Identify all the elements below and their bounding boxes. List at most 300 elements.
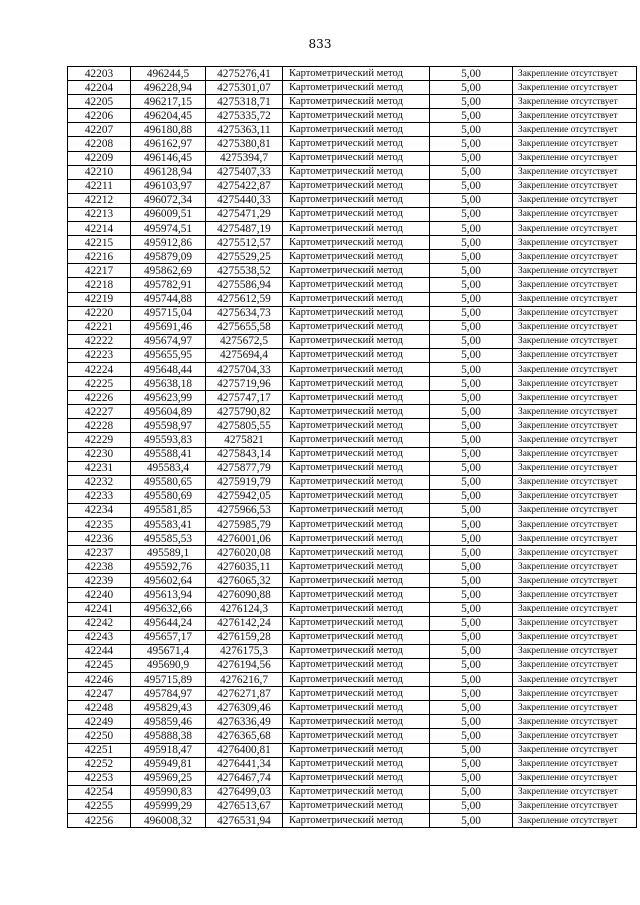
fixing-description-cell: Закрепление отсутствует — [513, 630, 637, 644]
point-number-cell: 42222 — [68, 334, 131, 348]
fixing-description-cell: Закрепление отсутствует — [513, 771, 637, 785]
table-row — [68, 715, 637, 729]
fixing-description-cell: Закрепление отсутствует — [513, 405, 637, 419]
x-coordinate-cell: 495784,97 — [131, 687, 206, 701]
y-coordinate-cell: 4275719,96 — [206, 377, 283, 391]
table-row — [68, 743, 637, 757]
point-number-cell: 42238 — [68, 560, 131, 574]
accuracy-cell: 5,00 — [430, 588, 513, 602]
fixing-description-cell: Закрепление отсутствует — [513, 799, 637, 813]
table-row — [68, 292, 637, 306]
x-coordinate-cell: 495782,91 — [131, 278, 206, 292]
method-cell: Картометрический метод — [283, 546, 430, 560]
y-coordinate-cell: 4276124,3 — [206, 602, 283, 616]
fixing-description-cell: Закрепление отсутствует — [513, 151, 637, 165]
x-coordinate-cell: 495862,69 — [131, 264, 206, 278]
method-cell: Картометрический метод — [283, 348, 430, 362]
coordinates-table — [67, 66, 637, 828]
y-coordinate-cell: 4275966,53 — [206, 503, 283, 517]
y-coordinate-cell: 4275363,11 — [206, 123, 283, 137]
fixing-description-cell: Закрепление отсутствует — [513, 137, 637, 151]
x-coordinate-cell: 495632,66 — [131, 602, 206, 616]
method-cell: Картометрический метод — [283, 405, 430, 419]
fixing-description-cell: Закрепление отсутствует — [513, 602, 637, 616]
y-coordinate-cell: 4276216,7 — [206, 673, 283, 687]
method-cell: Картометрический метод — [283, 67, 430, 81]
y-coordinate-cell: 4276336,49 — [206, 715, 283, 729]
method-cell: Картометрический метод — [283, 644, 430, 658]
x-coordinate-cell: 495583,4 — [131, 461, 206, 475]
method-cell: Картометрический метод — [283, 630, 430, 644]
accuracy-cell: 5,00 — [430, 292, 513, 306]
y-coordinate-cell: 4275380,81 — [206, 137, 283, 151]
y-coordinate-cell: 4275318,71 — [206, 95, 283, 109]
accuracy-cell: 5,00 — [430, 264, 513, 278]
y-coordinate-cell: 4275586,94 — [206, 278, 283, 292]
y-coordinate-cell: 4275394,7 — [206, 151, 283, 165]
accuracy-cell: 5,00 — [430, 757, 513, 771]
method-cell: Картометрический метод — [283, 447, 430, 461]
accuracy-cell: 5,00 — [430, 109, 513, 123]
x-coordinate-cell: 495655,95 — [131, 348, 206, 362]
method-cell: Картометрический метод — [283, 503, 430, 517]
accuracy-cell: 5,00 — [430, 222, 513, 236]
method-cell: Картометрический метод — [283, 743, 430, 757]
x-coordinate-cell: 495583,41 — [131, 518, 206, 532]
point-number-cell: 42226 — [68, 391, 131, 405]
fixing-description-cell: Закрепление отсутствует — [513, 461, 637, 475]
fixing-description-cell: Закрепление отсутствует — [513, 489, 637, 503]
y-coordinate-cell: 4276365,68 — [206, 729, 283, 743]
y-coordinate-cell: 4275538,52 — [206, 264, 283, 278]
y-coordinate-cell: 4276065,32 — [206, 574, 283, 588]
y-coordinate-cell: 4275704,33 — [206, 362, 283, 376]
method-cell: Картометрический метод — [283, 207, 430, 221]
accuracy-cell: 5,00 — [430, 95, 513, 109]
accuracy-cell: 5,00 — [430, 743, 513, 757]
method-cell: Картометрический метод — [283, 461, 430, 475]
accuracy-cell: 5,00 — [430, 799, 513, 813]
accuracy-cell: 5,00 — [430, 715, 513, 729]
accuracy-cell: 5,00 — [430, 67, 513, 81]
table-row — [68, 644, 637, 658]
method-cell: Картометрический метод — [283, 236, 430, 250]
accuracy-cell: 5,00 — [430, 532, 513, 546]
fixing-description-cell: Закрепление отсутствует — [513, 574, 637, 588]
point-number-cell: 42243 — [68, 630, 131, 644]
point-number-cell: 42256 — [68, 813, 131, 827]
fixing-description-cell: Закрепление отсутствует — [513, 95, 637, 109]
fixing-description-cell: Закрепление отсутствует — [513, 207, 637, 221]
fixing-description-cell: Закрепление отсутствует — [513, 250, 637, 264]
y-coordinate-cell: 4275747,17 — [206, 391, 283, 405]
page-number: 833 — [308, 37, 332, 51]
x-coordinate-cell: 495969,25 — [131, 771, 206, 785]
x-coordinate-cell: 495604,89 — [131, 405, 206, 419]
x-coordinate-cell: 495598,97 — [131, 419, 206, 433]
x-coordinate-cell: 496146,45 — [131, 151, 206, 165]
accuracy-cell: 5,00 — [430, 771, 513, 785]
method-cell: Картометрический метод — [283, 320, 430, 334]
fixing-description-cell: Закрепление отсутствует — [513, 785, 637, 799]
method-cell: Картометрический метод — [283, 673, 430, 687]
accuracy-cell: 5,00 — [430, 813, 513, 827]
point-number-cell: 42228 — [68, 419, 131, 433]
accuracy-cell: 5,00 — [430, 419, 513, 433]
method-cell: Картометрический метод — [283, 532, 430, 546]
y-coordinate-cell: 4276400,81 — [206, 743, 283, 757]
method-cell: Картометрический метод — [283, 109, 430, 123]
accuracy-cell: 5,00 — [430, 729, 513, 743]
point-number-cell: 42250 — [68, 729, 131, 743]
y-coordinate-cell: 4276441,34 — [206, 757, 283, 771]
method-cell: Картометрический метод — [283, 278, 430, 292]
x-coordinate-cell: 495644,24 — [131, 616, 206, 630]
x-coordinate-cell: 495580,69 — [131, 489, 206, 503]
fixing-description-cell: Закрепление отсутствует — [513, 532, 637, 546]
y-coordinate-cell: 4275805,55 — [206, 419, 283, 433]
y-coordinate-cell: 4276499,03 — [206, 785, 283, 799]
fixing-description-cell: Закрепление отсутствует — [513, 320, 637, 334]
method-cell: Картометрический метод — [283, 419, 430, 433]
method-cell: Картометрический метод — [283, 475, 430, 489]
method-cell: Картометрический метод — [283, 588, 430, 602]
method-cell: Картометрический метод — [283, 222, 430, 236]
accuracy-cell: 5,00 — [430, 602, 513, 616]
accuracy-cell: 5,00 — [430, 546, 513, 560]
accuracy-cell: 5,00 — [430, 179, 513, 193]
accuracy-cell: 5,00 — [430, 560, 513, 574]
x-coordinate-cell: 495990,83 — [131, 785, 206, 799]
method-cell: Картометрический метод — [283, 306, 430, 320]
accuracy-cell: 5,00 — [430, 630, 513, 644]
point-number-cell: 42230 — [68, 447, 131, 461]
point-number-cell: 42219 — [68, 292, 131, 306]
y-coordinate-cell: 4276531,94 — [206, 813, 283, 827]
fixing-description-cell: Закрепление отсутствует — [513, 729, 637, 743]
point-number-cell: 42234 — [68, 503, 131, 517]
accuracy-cell: 5,00 — [430, 81, 513, 95]
method-cell: Картометрический метод — [283, 602, 430, 616]
y-coordinate-cell: 4275529,25 — [206, 250, 283, 264]
accuracy-cell: 5,00 — [430, 151, 513, 165]
fixing-description-cell: Закрепление отсутствует — [513, 433, 637, 447]
accuracy-cell: 5,00 — [430, 489, 513, 503]
table-row — [68, 546, 637, 560]
method-cell: Картометрический метод — [283, 137, 430, 151]
fixing-description-cell: Закрепление отсутствует — [513, 193, 637, 207]
x-coordinate-cell: 495592,76 — [131, 560, 206, 574]
fixing-description-cell: Закрепление отсутствует — [513, 348, 637, 362]
fixing-description-cell: Закрепление отсутствует — [513, 701, 637, 715]
table-row — [68, 799, 637, 813]
method-cell: Картометрический метод — [283, 785, 430, 799]
accuracy-cell: 5,00 — [430, 475, 513, 489]
accuracy-cell: 5,00 — [430, 447, 513, 461]
accuracy-cell: 5,00 — [430, 687, 513, 701]
fixing-description-cell: Закрепление отсутствует — [513, 334, 637, 348]
point-number-cell: 42239 — [68, 574, 131, 588]
table-row — [68, 405, 637, 419]
y-coordinate-cell: 4275634,73 — [206, 306, 283, 320]
table-row — [68, 151, 637, 165]
point-number-cell: 42207 — [68, 123, 131, 137]
x-coordinate-cell: 495912,86 — [131, 236, 206, 250]
y-coordinate-cell: 4276159,28 — [206, 630, 283, 644]
table-row — [68, 179, 637, 193]
fixing-description-cell: Закрепление отсутствует — [513, 447, 637, 461]
fixing-description-cell: Закрепление отсутствует — [513, 306, 637, 320]
accuracy-cell: 5,00 — [430, 701, 513, 715]
table-row — [68, 588, 637, 602]
x-coordinate-cell: 495657,17 — [131, 630, 206, 644]
table-row — [68, 391, 637, 405]
point-number-cell: 42215 — [68, 236, 131, 250]
x-coordinate-cell: 496217,15 — [131, 95, 206, 109]
x-coordinate-cell: 495648,44 — [131, 362, 206, 376]
x-coordinate-cell: 496103,97 — [131, 179, 206, 193]
fixing-description-cell: Закрепление отсутствует — [513, 475, 637, 489]
table-row — [68, 673, 637, 687]
y-coordinate-cell: 4275276,41 — [206, 67, 283, 81]
method-cell: Картометрический метод — [283, 292, 430, 306]
accuracy-cell: 5,00 — [430, 461, 513, 475]
accuracy-cell: 5,00 — [430, 193, 513, 207]
method-cell: Картометрический метод — [283, 165, 430, 179]
fixing-description-cell: Закрепление отсутствует — [513, 165, 637, 179]
accuracy-cell: 5,00 — [430, 348, 513, 362]
table-row — [68, 447, 637, 461]
fixing-description-cell: Закрепление отсутствует — [513, 236, 637, 250]
method-cell: Картометрический метод — [283, 377, 430, 391]
table-row — [68, 278, 637, 292]
y-coordinate-cell: 4276309,46 — [206, 701, 283, 715]
y-coordinate-cell: 4275440,33 — [206, 193, 283, 207]
table-row — [68, 250, 637, 264]
x-coordinate-cell: 496228,94 — [131, 81, 206, 95]
x-coordinate-cell: 496008,32 — [131, 813, 206, 827]
y-coordinate-cell: 4275407,33 — [206, 165, 283, 179]
method-cell: Картометрический метод — [283, 813, 430, 827]
fixing-description-cell: Закрепление отсутствует — [513, 123, 637, 137]
x-coordinate-cell: 495580,65 — [131, 475, 206, 489]
x-coordinate-cell: 495674,97 — [131, 334, 206, 348]
fixing-description-cell: Закрепление отсутствует — [513, 67, 637, 81]
y-coordinate-cell: 4276090,88 — [206, 588, 283, 602]
method-cell: Картометрический метод — [283, 95, 430, 109]
method-cell: Картометрический метод — [283, 362, 430, 376]
accuracy-cell: 5,00 — [430, 362, 513, 376]
table-row — [68, 616, 637, 630]
x-coordinate-cell: 495859,46 — [131, 715, 206, 729]
table-row — [68, 320, 637, 334]
accuracy-cell: 5,00 — [430, 250, 513, 264]
x-coordinate-cell: 495999,29 — [131, 799, 206, 813]
point-number-cell: 42229 — [68, 433, 131, 447]
fixing-description-cell: Закрепление отсутствует — [513, 644, 637, 658]
accuracy-cell: 5,00 — [430, 320, 513, 334]
point-number-cell: 42235 — [68, 518, 131, 532]
table-row — [68, 813, 637, 827]
point-number-cell: 42206 — [68, 109, 131, 123]
x-coordinate-cell: 496009,51 — [131, 207, 206, 221]
table-row — [68, 306, 637, 320]
point-number-cell: 42221 — [68, 320, 131, 334]
fixing-description-cell: Закрепление отсутствует — [513, 362, 637, 376]
point-number-cell: 42236 — [68, 532, 131, 546]
y-coordinate-cell: 4275512,57 — [206, 236, 283, 250]
fixing-description-cell: Закрепление отсутствует — [513, 292, 637, 306]
method-cell: Картометрический метод — [283, 757, 430, 771]
point-number-cell: 42205 — [68, 95, 131, 109]
point-number-cell: 42245 — [68, 658, 131, 672]
table-row — [68, 137, 637, 151]
x-coordinate-cell: 495879,09 — [131, 250, 206, 264]
accuracy-cell: 5,00 — [430, 278, 513, 292]
accuracy-cell: 5,00 — [430, 644, 513, 658]
fixing-description-cell: Закрепление отсутствует — [513, 743, 637, 757]
method-cell: Картометрический метод — [283, 151, 430, 165]
x-coordinate-cell: 495715,89 — [131, 673, 206, 687]
method-cell: Картометрический метод — [283, 799, 430, 813]
fixing-description-cell: Закрепление отсутствует — [513, 616, 637, 630]
y-coordinate-cell: 4276020,08 — [206, 546, 283, 560]
method-cell: Картометрический метод — [283, 687, 430, 701]
accuracy-cell: 5,00 — [430, 616, 513, 630]
y-coordinate-cell: 4275942,05 — [206, 489, 283, 503]
accuracy-cell: 5,00 — [430, 673, 513, 687]
point-number-cell: 42223 — [68, 348, 131, 362]
fixing-description-cell: Закрепление отсутствует — [513, 179, 637, 193]
table-row — [68, 785, 637, 799]
point-number-cell: 42246 — [68, 673, 131, 687]
x-coordinate-cell: 495974,51 — [131, 222, 206, 236]
y-coordinate-cell: 4275790,82 — [206, 405, 283, 419]
table-row — [68, 475, 637, 489]
fixing-description-cell: Закрепление отсутствует — [513, 278, 637, 292]
method-cell: Картометрический метод — [283, 658, 430, 672]
y-coordinate-cell: 4276035,11 — [206, 560, 283, 574]
table-row — [68, 518, 637, 532]
accuracy-cell: 5,00 — [430, 574, 513, 588]
y-coordinate-cell: 4275694,4 — [206, 348, 283, 362]
table-row — [68, 630, 637, 644]
method-cell: Картометрический метод — [283, 433, 430, 447]
table-row — [68, 433, 637, 447]
y-coordinate-cell: 4276271,87 — [206, 687, 283, 701]
method-cell: Картометрический метод — [283, 334, 430, 348]
x-coordinate-cell: 495623,99 — [131, 391, 206, 405]
y-coordinate-cell: 4275843,14 — [206, 447, 283, 461]
table-row — [68, 264, 637, 278]
point-number-cell: 42214 — [68, 222, 131, 236]
point-number-cell: 42254 — [68, 785, 131, 799]
x-coordinate-cell: 496204,45 — [131, 109, 206, 123]
table-row — [68, 348, 637, 362]
x-coordinate-cell: 496072,34 — [131, 193, 206, 207]
method-cell: Картометрический метод — [283, 391, 430, 405]
method-cell: Картометрический метод — [283, 715, 430, 729]
table-row — [68, 222, 637, 236]
accuracy-cell: 5,00 — [430, 785, 513, 799]
accuracy-cell: 5,00 — [430, 518, 513, 532]
accuracy-cell: 5,00 — [430, 377, 513, 391]
table-row — [68, 729, 637, 743]
table-row — [68, 67, 637, 81]
table-row — [68, 334, 637, 348]
x-coordinate-cell: 495638,18 — [131, 377, 206, 391]
table-row — [68, 701, 637, 715]
y-coordinate-cell: 4275471,29 — [206, 207, 283, 221]
point-number-cell: 42220 — [68, 306, 131, 320]
y-coordinate-cell: 4276513,67 — [206, 799, 283, 813]
y-coordinate-cell: 4275655,58 — [206, 320, 283, 334]
method-cell: Картометрический метод — [283, 574, 430, 588]
x-coordinate-cell: 495715,04 — [131, 306, 206, 320]
method-cell: Картометрический метод — [283, 771, 430, 785]
fixing-description-cell: Закрепление отсутствует — [513, 419, 637, 433]
table-row — [68, 95, 637, 109]
point-number-cell: 42217 — [68, 264, 131, 278]
y-coordinate-cell: 4276194,56 — [206, 658, 283, 672]
table-row — [68, 757, 637, 771]
method-cell: Картометрический метод — [283, 123, 430, 137]
x-coordinate-cell: 496180,88 — [131, 123, 206, 137]
fixing-description-cell: Закрепление отсутствует — [513, 518, 637, 532]
y-coordinate-cell: 4275919,79 — [206, 475, 283, 489]
x-coordinate-cell: 496128,94 — [131, 165, 206, 179]
method-cell: Картометрический метод — [283, 264, 430, 278]
x-coordinate-cell: 495949,81 — [131, 757, 206, 771]
accuracy-cell: 5,00 — [430, 503, 513, 517]
y-coordinate-cell: 4275877,79 — [206, 461, 283, 475]
x-coordinate-cell: 495581,85 — [131, 503, 206, 517]
method-cell: Картометрический метод — [283, 489, 430, 503]
point-number-cell: 42232 — [68, 475, 131, 489]
point-number-cell: 42249 — [68, 715, 131, 729]
y-coordinate-cell: 4275985,79 — [206, 518, 283, 532]
y-coordinate-cell: 4276001,06 — [206, 532, 283, 546]
method-cell: Картометрический метод — [283, 560, 430, 574]
x-coordinate-cell: 495602,64 — [131, 574, 206, 588]
fixing-description-cell: Закрепление отсутствует — [513, 687, 637, 701]
point-number-cell: 42210 — [68, 165, 131, 179]
method-cell: Картометрический метод — [283, 179, 430, 193]
point-number-cell: 42247 — [68, 687, 131, 701]
x-coordinate-cell: 495888,38 — [131, 729, 206, 743]
point-number-cell: 42224 — [68, 362, 131, 376]
point-number-cell: 42213 — [68, 207, 131, 221]
point-number-cell: 42255 — [68, 799, 131, 813]
x-coordinate-cell: 495691,46 — [131, 320, 206, 334]
y-coordinate-cell: 4275335,72 — [206, 109, 283, 123]
method-cell: Картометрический метод — [283, 518, 430, 532]
point-number-cell: 42242 — [68, 616, 131, 630]
method-cell: Картометрический метод — [283, 701, 430, 715]
y-coordinate-cell: 4275301,07 — [206, 81, 283, 95]
x-coordinate-cell: 495744,88 — [131, 292, 206, 306]
fixing-description-cell: Закрепление отсутствует — [513, 673, 637, 687]
x-coordinate-cell: 495671,4 — [131, 644, 206, 658]
method-cell: Картометрический метод — [283, 193, 430, 207]
table-row — [68, 560, 637, 574]
point-number-cell: 42252 — [68, 757, 131, 771]
fixing-description-cell: Закрепление отсутствует — [513, 560, 637, 574]
point-number-cell: 42204 — [68, 81, 131, 95]
method-cell: Картометрический метод — [283, 81, 430, 95]
point-number-cell: 42208 — [68, 137, 131, 151]
fixing-description-cell: Закрепление отсутствует — [513, 391, 637, 405]
